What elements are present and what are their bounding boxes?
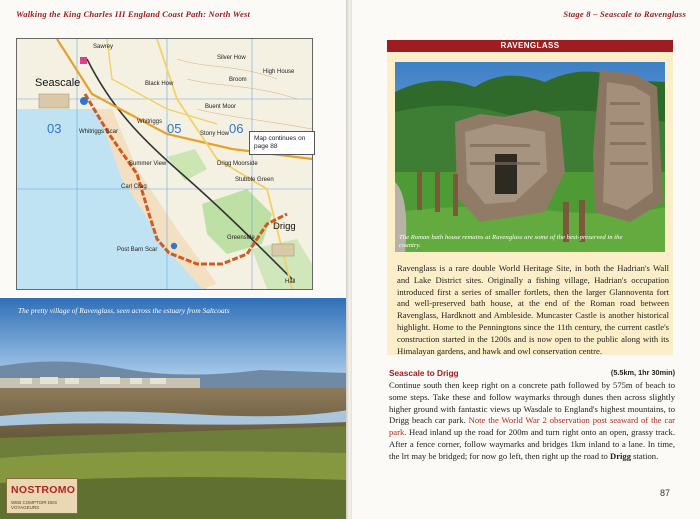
map-place-drigg-moorside: Drigg Moorside bbox=[217, 161, 258, 167]
nostromo-logo bbox=[6, 478, 78, 514]
map-place-seascale: Seascale bbox=[35, 77, 81, 89]
route-title: Seascale to Drigg bbox=[389, 368, 459, 378]
ravenglass-description: Ravenglass is a rare double World Heritage Site, in both the Hadrian's Wall and Lake District sites. Originally a fishing village, Hadrian's occupation introduced first a series of smaller fortlets, then the larger Glannoventa fort and well-preserved bath house, at the end of the Roman road between Ravenglass, Hardknott and Ambleside. Muncaster Castle is another historical highlight. Home to the Penningtons since the 11th century, the current castle's construction started in the 1200s and is now open to the public along with its Himalayan gardens, and hawk and owl conservation centre. bbox=[397, 263, 669, 356]
map-grid-06: 06 bbox=[229, 121, 244, 136]
map-place-silver-how: Silver How bbox=[217, 55, 246, 61]
map-place-black-how: Black How bbox=[145, 81, 174, 87]
route-text-part-b: Head inland up the road for 200m and turn right onto an open, grassy track. After a fence corner, follow waymarks and bridges 1km inland to a lane. In time, the lrt may be bridged; for now go left, then right up the road to bbox=[389, 427, 675, 461]
map-place-greenside: Greenside bbox=[227, 235, 255, 241]
route-map bbox=[16, 38, 313, 290]
left-running-head: Walking the King Charles III England Coast Path: North West bbox=[16, 9, 251, 19]
route-text-part-c: station. bbox=[631, 450, 659, 461]
map-place-carl-crag: Carl Crag bbox=[121, 184, 147, 190]
route-directions bbox=[389, 380, 675, 463]
page-number: 87 bbox=[659, 488, 670, 498]
map-grid-03: 03 bbox=[47, 121, 62, 136]
map-place-buent-moor: Buent Moor bbox=[205, 104, 237, 110]
map-place-high-house: High House bbox=[263, 69, 295, 75]
right-running-head: Stage 8 – Seascale to Ravenglass bbox=[563, 9, 686, 19]
map-place-sawrey: Sawrey bbox=[93, 44, 114, 50]
map-place-hall: Hall bbox=[285, 279, 296, 285]
left-page bbox=[0, 0, 348, 519]
route-text-part-a: Continue south then keep right on a concrete path followed by 575m of beach to some steps. Take these and follow waymarks through dunes then across slightly higher ground with fantastic views up Wasdale to England's highest mountains, to Drigg beach car park. bbox=[389, 380, 675, 426]
map-place-whitriggs-scar: Whitriggs Scar bbox=[79, 129, 119, 135]
map-place-summer-view: Summer View bbox=[129, 161, 167, 167]
map-place-stubble-green: Stubble Green bbox=[235, 177, 274, 183]
route-distance: (5.5km, 1hr 30min) bbox=[610, 368, 675, 377]
logo-tagline: WEB COMPTOIR DES VOYAGEURS bbox=[11, 500, 58, 510]
map-place-post-barn-scar: Post Barn Scar bbox=[117, 247, 158, 253]
route-text-highlight: Note the World War 2 observation post seaward of the car park. bbox=[389, 415, 675, 438]
map-place-whitriggs: Whitriggs bbox=[137, 119, 163, 125]
route-text-drigg: Drigg bbox=[610, 450, 632, 461]
map-grid-05: 05 bbox=[167, 121, 182, 136]
right-photo-caption: The Roman bath house remains at Ravenglass are some of the best-preserved in the country. bbox=[399, 234, 623, 249]
map-continues-note: Map continues on page 88 bbox=[249, 131, 315, 155]
left-photo-caption: The pretty village of Ravenglass, seen across the estuary from Saltcoats bbox=[18, 306, 230, 315]
logo-name: NOSTROMO bbox=[11, 484, 76, 496]
roman-bath-house-photo bbox=[395, 62, 665, 252]
right-page bbox=[352, 0, 700, 519]
map-place-stony-how: Stony How bbox=[200, 131, 230, 137]
section-title-bar: RAVENGLASS bbox=[387, 40, 673, 52]
route-heading bbox=[389, 368, 675, 378]
map-place-drigg: Drigg bbox=[273, 221, 296, 232]
map-place-broom: Broom bbox=[229, 77, 247, 83]
